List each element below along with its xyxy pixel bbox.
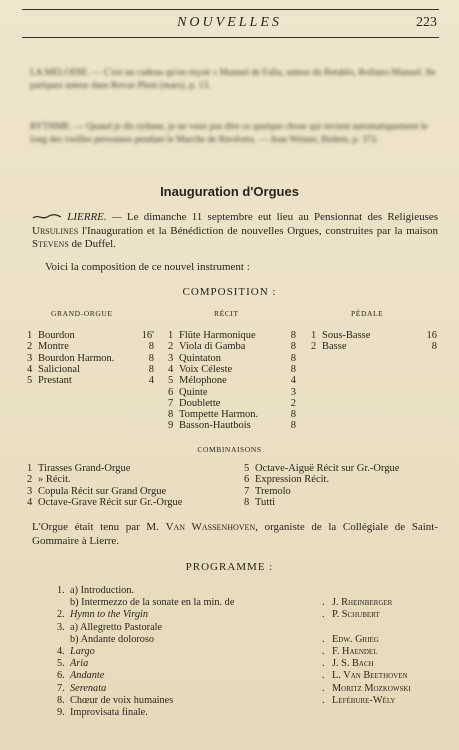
combinaison-row	[244, 486, 291, 497]
programme-title: Aria	[70, 658, 89, 670]
programme-title: Improvisata finale.	[70, 707, 148, 718]
programme-dot: .	[322, 694, 325, 706]
stop-feet: 4	[148, 375, 154, 387]
pedale-heading: PÉDALE	[351, 309, 384, 318]
programme-number: 3.	[57, 621, 65, 633]
programme-composer: P. Schubert	[332, 609, 380, 621]
stop-row	[27, 341, 69, 352]
stop-feet: 16	[426, 330, 437, 341]
order-name: Ursulines	[32, 224, 79, 237]
programme-dot: .	[322, 633, 325, 645]
programme-number: 4.	[57, 646, 65, 657]
programme-title: a) Introduction.	[70, 585, 135, 596]
swash-ornament-icon	[32, 213, 62, 221]
programme-number: 5.	[57, 658, 65, 670]
stop-row	[168, 353, 221, 364]
combinaison-name: Expression Récit.	[255, 474, 330, 486]
combinaison-name: Tutti	[255, 496, 276, 508]
programme-title: Hymn to the Virgin	[70, 609, 149, 621]
programme-composer: J. Rheinberger	[332, 597, 393, 609]
blurred-note-1: LA MELODIE. — C'est un cadeau qu'on reçoit « Manuel de Falla, auteur du Retablo, Rollano-Manuel. Ile parlquez auteur dans Revue Pleni (mars), p. 13.	[30, 68, 436, 91]
programme-dot: .	[322, 670, 325, 682]
stop-number: 8	[168, 409, 174, 421]
stop-number: 7	[168, 397, 174, 409]
stop-number: 4	[27, 363, 33, 375]
combinaison-row	[244, 463, 399, 474]
combinaison-number: 7	[244, 485, 250, 497]
stop-row	[27, 353, 114, 364]
stop-name: Voix Céleste	[179, 363, 233, 375]
stop-row	[168, 420, 251, 431]
programme-title: Serenata	[70, 682, 107, 694]
header-bottom-rule	[22, 37, 439, 38]
stop-number: 9	[168, 420, 174, 432]
programme-number: 8.	[57, 694, 65, 706]
organist-name: Van Wassenhoven	[165, 521, 256, 533]
combinaison-number: 2	[27, 474, 33, 486]
combinaison-row	[27, 474, 71, 485]
stop-number: 5	[168, 375, 174, 387]
combinaison-number: 6	[244, 474, 250, 486]
combinaison-name: » Récit.	[38, 474, 71, 486]
programme-number: 7.	[57, 682, 65, 694]
programme-title: a) Allegretto Pastorale	[70, 621, 163, 633]
grand-orgue-heading: GRAND-ORGUE	[51, 309, 113, 318]
stop-row	[311, 341, 347, 352]
combinaison-row	[27, 486, 166, 497]
stop-name: Sous-Basse	[322, 330, 371, 341]
combinaison-number: 3	[27, 485, 33, 497]
stop-feet: 16'	[141, 330, 154, 341]
stop-name: Prestant	[38, 375, 72, 387]
stop-row	[168, 387, 208, 398]
programme-number: 2.	[57, 609, 65, 621]
combinaison-name: Tremolo	[255, 485, 291, 497]
stop-feet: 3	[290, 386, 296, 398]
stop-number: 6	[168, 386, 174, 398]
combinaison-row	[27, 463, 130, 474]
intro-paragraph: LIERRE. — Le dimanche 11 septembre eut lieu au Pensionnat des Religieuses Ursulines l'Inauguration et la Bénédiction de nouvelles Orgues, construites par la maison Stevens de Duffel.	[32, 211, 439, 251]
combinaison-number: 4	[27, 496, 33, 508]
programme-title: b) Andante doloroso	[70, 633, 155, 645]
stop-name: Bourdon	[38, 330, 75, 341]
stop-name: Bourdon Harmon.	[38, 352, 115, 364]
stop-feet: 8	[290, 409, 296, 421]
stop-feet: 8	[148, 363, 154, 375]
stop-feet: 8	[431, 341, 437, 353]
programme-title: Chœur de voix humaines	[70, 694, 174, 706]
builder-name: Stevens	[32, 238, 69, 251]
recit-heading: RÉCIT	[214, 309, 239, 318]
stop-name: Flûte Harmonique	[179, 330, 256, 341]
stop-feet: 8	[290, 352, 296, 364]
combinaison-number: 5	[244, 463, 250, 474]
stop-row	[168, 398, 220, 409]
combinaison-name: Octave-Grave Récit sur Gr.-Orgue	[38, 496, 183, 508]
programme-title: Andante	[70, 670, 105, 682]
stop-name: Basson-Hautbois	[179, 420, 251, 432]
combinaison-number: 8	[244, 496, 250, 508]
stop-row	[168, 330, 256, 341]
combinaisons-heading: COMBINAISONS	[197, 445, 262, 454]
stop-name: Montre	[38, 341, 69, 353]
stop-name: Salicional	[38, 363, 80, 375]
stop-feet: 8	[290, 330, 296, 341]
stop-feet: 8	[148, 341, 154, 353]
blurred-note-2: RYTHME. — Quand je dis rythme, je ne veux pas dire ce quelque chose qui revient automatiquement le long des vieilles personnes pendant le Marche de Riroforta. — Jean Weiner, Ibidem, p. 372.	[30, 122, 428, 145]
organist-paragraph: L'Orgue était tenu par M. Van Wassenhoven, organiste de la Collégiale de Saint-Gommaire à Lierre.	[32, 521, 438, 547]
stop-number: 1	[311, 330, 317, 341]
stop-number: 2	[168, 341, 174, 353]
programme-number: 6.	[57, 670, 65, 682]
stop-name: Basse	[322, 341, 347, 353]
stop-number: 3	[27, 352, 33, 364]
programme-dot: .	[322, 682, 325, 694]
programme-number: 1.	[57, 585, 65, 596]
stop-name: Viola di Gamba	[179, 341, 246, 353]
location-label: LIERRE. —	[67, 211, 122, 223]
composition-intro: Voici la composition de ce nouvel instrument :	[45, 261, 250, 273]
programme-dot: .	[322, 609, 325, 621]
date-day: 11	[191, 211, 203, 223]
combinaison-row	[27, 497, 182, 508]
composition-heading: COMPOSITION :	[182, 286, 277, 298]
stop-row	[27, 375, 72, 386]
stop-number: 5	[27, 375, 33, 387]
stop-name: Tompette Harmon.	[179, 409, 259, 421]
article-title: Inauguration d'Orgues	[160, 184, 299, 199]
stop-number: 4	[168, 363, 174, 375]
combinaison-name: Tirasses Grand-Orgue	[38, 463, 131, 474]
combinaison-number: 1	[27, 463, 33, 474]
stop-feet: 2	[290, 397, 296, 409]
stop-row	[311, 330, 370, 341]
programme-dot: .	[322, 597, 325, 609]
stop-number: 2	[311, 341, 317, 353]
stop-feet: 8	[290, 363, 296, 375]
programme-number: 9.	[57, 707, 65, 718]
stop-feet: 4	[290, 375, 296, 387]
stop-name: Doublette	[179, 397, 221, 409]
stop-feet: 8	[148, 352, 154, 364]
stop-row	[27, 330, 75, 341]
programme-composer: Moritz Mozkowski	[332, 682, 411, 694]
programme-title: Largo	[70, 646, 95, 657]
stop-name: Quintaton	[179, 352, 221, 364]
stop-row	[27, 364, 80, 375]
stop-number: 3	[168, 352, 174, 364]
running-title: NOUVELLES	[177, 15, 282, 30]
programme-heading: PROGRAMME :	[185, 561, 274, 573]
programme-composer: Edw. Grieg	[332, 633, 379, 645]
header-top-rule	[22, 9, 439, 10]
stop-feet: 8	[290, 341, 296, 353]
stop-name: Mélophone	[179, 375, 227, 387]
stop-row	[168, 409, 258, 420]
combinaison-row	[244, 474, 329, 485]
programme-title: b) Intermezzo de la sonate en la min. de	[70, 597, 235, 609]
stop-row	[168, 341, 245, 352]
stop-name: Quinte	[179, 386, 208, 398]
stop-row	[168, 364, 232, 375]
page-number: 223	[416, 15, 437, 30]
programme-composer: L. Van Beethoven	[332, 670, 408, 682]
stop-feet: 8	[290, 420, 296, 432]
programme-dot: .	[322, 658, 325, 670]
stop-number: 2	[27, 341, 33, 353]
combinaison-row	[244, 497, 275, 508]
programme-composer: Lefébure-Wély	[332, 694, 396, 706]
stop-number: 1	[168, 330, 174, 341]
combinaison-name: Octave-Aiguë Récit sur Gr.-Orgue	[255, 463, 400, 474]
programme-dot: .	[322, 646, 325, 657]
programme-composer: F. Haendel	[332, 646, 378, 657]
stop-row	[168, 375, 227, 386]
stop-number: 1	[27, 330, 33, 341]
programme-composer: J. S. Bach	[332, 658, 374, 670]
combinaison-name: Copula Récit sur Grand Orgue	[38, 485, 167, 497]
